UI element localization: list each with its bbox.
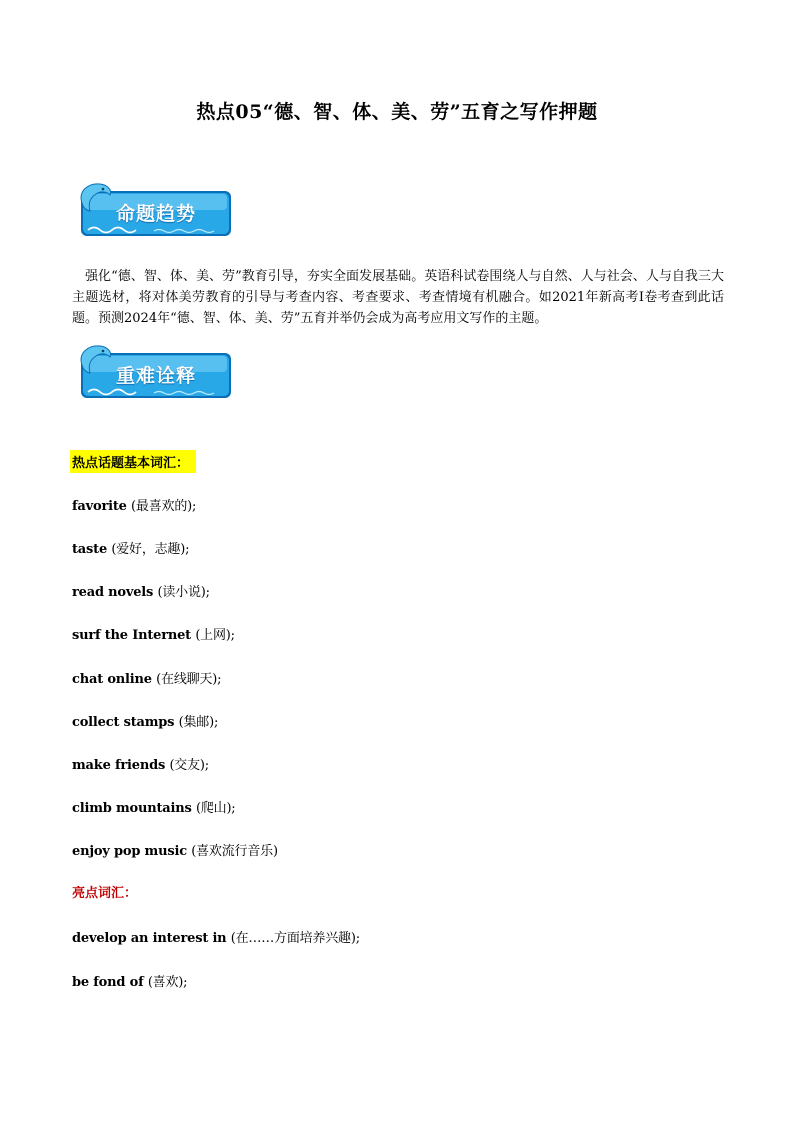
banner-key-difficulties — [76, 343, 234, 401]
vocab-cn: (在……方面培养兴趣); — [230, 931, 360, 946]
vocab-item — [72, 711, 218, 730]
vocab-cn: (爬山); — [195, 801, 236, 816]
page-title: 热点05“德、智、体、美、劳”五育之写作押题 — [196, 101, 598, 123]
vocab-en: enjoy pop music — [72, 844, 187, 859]
banner-proposition-trend — [76, 181, 234, 239]
intro-paragraph: 强化“德、智、体、美、劳”教育引导，夯实全面发展基础。英语科试卷围绕人与自然、人与社会、人与自我三大主题选材，将对体美劳教育的引导与考查内容、考查要求、考查情境有机融合。如2021年新高考I卷考查到此话题。预测2024年“德、智、体、美、劳”五育并举仍会成为高考应用文写作的主题。 — [72, 269, 724, 326]
vocab-item — [72, 840, 278, 859]
vocab-en: taste — [72, 542, 108, 557]
banner-label: 命题趋势 — [115, 202, 196, 225]
vocab-item — [72, 754, 209, 773]
vocab-cn: (喜欢流行音乐) — [191, 844, 278, 859]
vocab-en: make friends — [72, 758, 166, 773]
vocab-item — [72, 668, 221, 687]
vocab-item — [72, 797, 236, 816]
vocab-cn: (爱好，志趣); — [111, 542, 190, 557]
vocab-cn: (读小说); — [157, 585, 210, 600]
vocab-en: read novels — [72, 585, 154, 600]
vocab-cn: (在线聊天); — [156, 672, 222, 687]
vocab-cn: (上网); — [195, 628, 235, 643]
vocab-cn: (集邮); — [178, 715, 219, 730]
vocab-item — [72, 581, 210, 600]
vocab-en: develop an interest in — [72, 931, 227, 946]
vocab-cn: (喜欢); — [147, 975, 188, 990]
vocab-en: favorite — [72, 499, 127, 514]
vocab-item — [72, 495, 196, 514]
vocab-item — [72, 538, 189, 557]
vocab-item — [72, 927, 360, 946]
section-heading-basic-vocab: 热点话题基本词汇： — [70, 450, 196, 473]
vocab-en: collect stamps — [72, 715, 175, 730]
vocab-item — [72, 624, 235, 643]
vocab-cn: (交友); — [169, 758, 209, 773]
section-heading-highlight-vocab: 亮点词汇： — [72, 886, 138, 901]
vocab-en: be fond of — [72, 975, 144, 990]
vocab-cn: (最喜欢的); — [131, 499, 197, 514]
vocab-item — [72, 971, 187, 990]
vocab-en: surf the Internet — [72, 628, 191, 643]
vocab-en: climb mountains — [72, 801, 192, 816]
vocab-en: chat online — [72, 672, 152, 687]
banner-label: 重难诠释 — [115, 364, 196, 387]
